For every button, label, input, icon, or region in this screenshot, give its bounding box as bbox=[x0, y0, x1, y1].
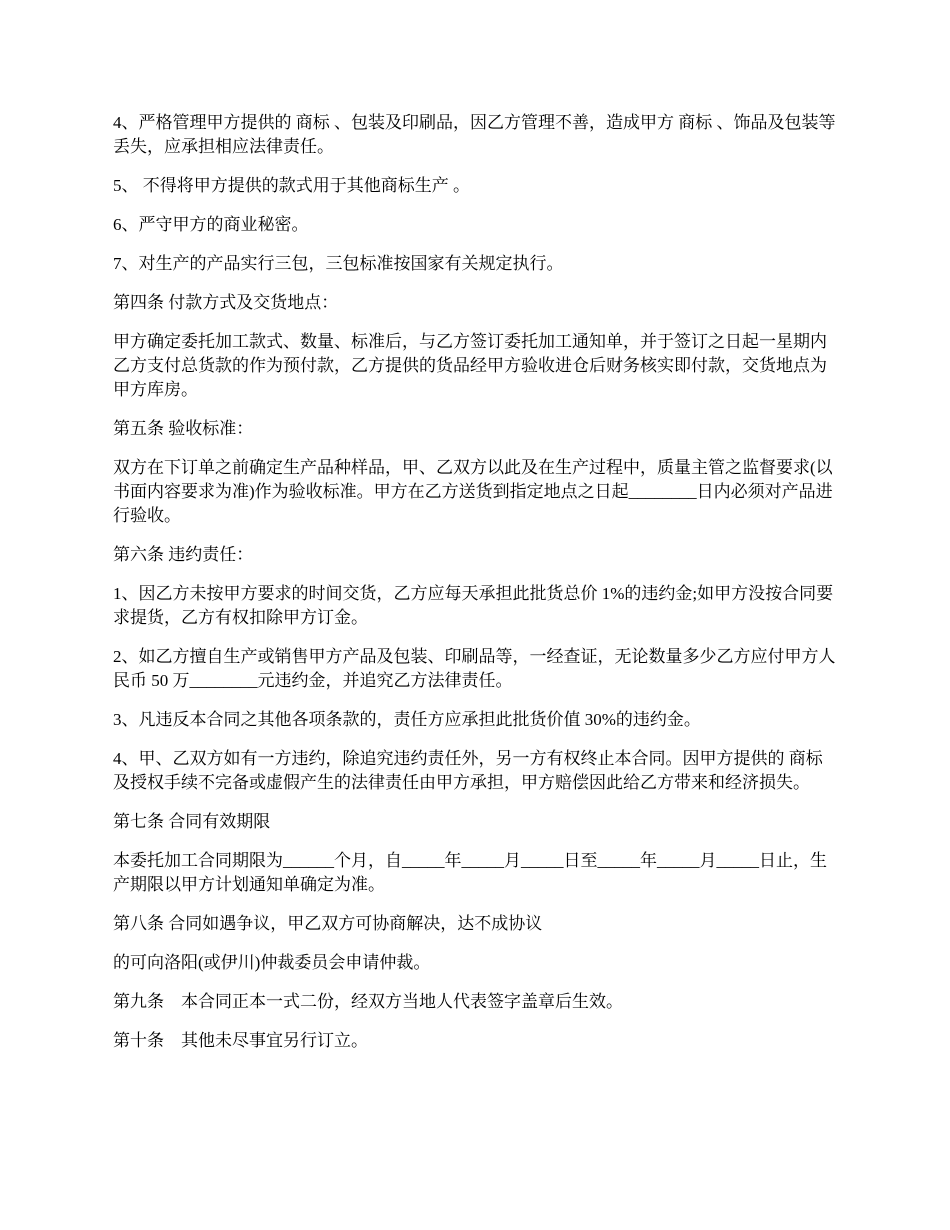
clause-7-warranty: 7、对生产的产品实行三包，三包标准按国家有关规定执行。 bbox=[113, 254, 564, 273]
article-6-item-3: 3、凡违反本合同之其他各项条款的，责任方应承担此批货价值 30%的违约金。 bbox=[113, 710, 701, 729]
article-10: 第十条 其他未尽事宜另行订立。 bbox=[113, 1031, 368, 1050]
article-6-item-1: 1、因乙方未按甲方要求的时间交货，乙方应每天承担此批货总价 1%的违约金;如甲方没按合同要求提货，乙方有权扣除甲方订金。 bbox=[113, 584, 834, 627]
article-6-item-4: 4、甲、乙双方如有一方违约，除追究违约责任外，另一方有权终止本合同。因甲方提供的 商标 及授权手续不完备或虚假产生的法律责任由甲方承担，甲方赔偿因此给乙方带来和经济损失。 bbox=[113, 749, 827, 792]
article-7-heading: 第七条 合同有效期限 bbox=[113, 812, 271, 831]
article-4-body: 甲方确定委托加工款式、数量、标准后，与乙方签订委托加工通知单，并于签订之日起一星期内乙方支付总货款的作为预付款，乙方提供的货品经甲方验收进仓后财务核实即付款，交货地点为甲方库房。 bbox=[113, 332, 827, 399]
clause-6-confidentiality: 6、严守甲方的商业秘密。 bbox=[113, 215, 309, 234]
article-8-heading: 第八条 合同如遇争议，甲乙双方可协商解决，达不成协议 bbox=[113, 914, 543, 933]
article-7-body: 本委托加工合同期限为______个月，自_____年_____月_____日至_____年_____月_____日止，生产期限以甲方计划通知单确定为准。 bbox=[113, 851, 827, 894]
article-8-body: 的可向洛阳(或伊川)仲裁委员会申请仲裁。 bbox=[113, 953, 431, 972]
article-6-item-2: 2、如乙方擅自生产或销售甲方产品及包装、印刷品等，一经查证，无论数量多少乙方应付甲方人民币 50 万________元违约金，并追究乙方法律责任。 bbox=[113, 647, 836, 690]
article-9: 第九条 本合同正本一式二份，经双方当地人代表签字盖章后生效。 bbox=[113, 992, 623, 1011]
clause-4-trademark-management: 4、严格管理甲方提供的 商标 、包装及印刷品，因乙方管理不善，造成甲方 商标 、饰品及包装等丢失，应承担相应法律责任。 bbox=[113, 113, 836, 156]
article-5-heading: 第五条 验收标准： bbox=[113, 419, 254, 438]
clause-5-style-restriction: 5、 不得将甲方提供的款式用于其他商标生产 。 bbox=[113, 176, 470, 195]
document-page bbox=[113, 111, 843, 1068]
article-6-heading: 第六条 违约责任： bbox=[113, 545, 254, 564]
article-4-heading: 第四条 付款方式及交货地点： bbox=[113, 293, 339, 312]
article-5-body: 双方在下订单之前确定生产品种样品，甲、乙双方以此及在生产过程中，质量主管之监督要求(以书面内容要求为准)作为验收标准。甲方在乙方送货到指定地点之日起________日内必须对产品进行验收。 bbox=[113, 458, 833, 525]
